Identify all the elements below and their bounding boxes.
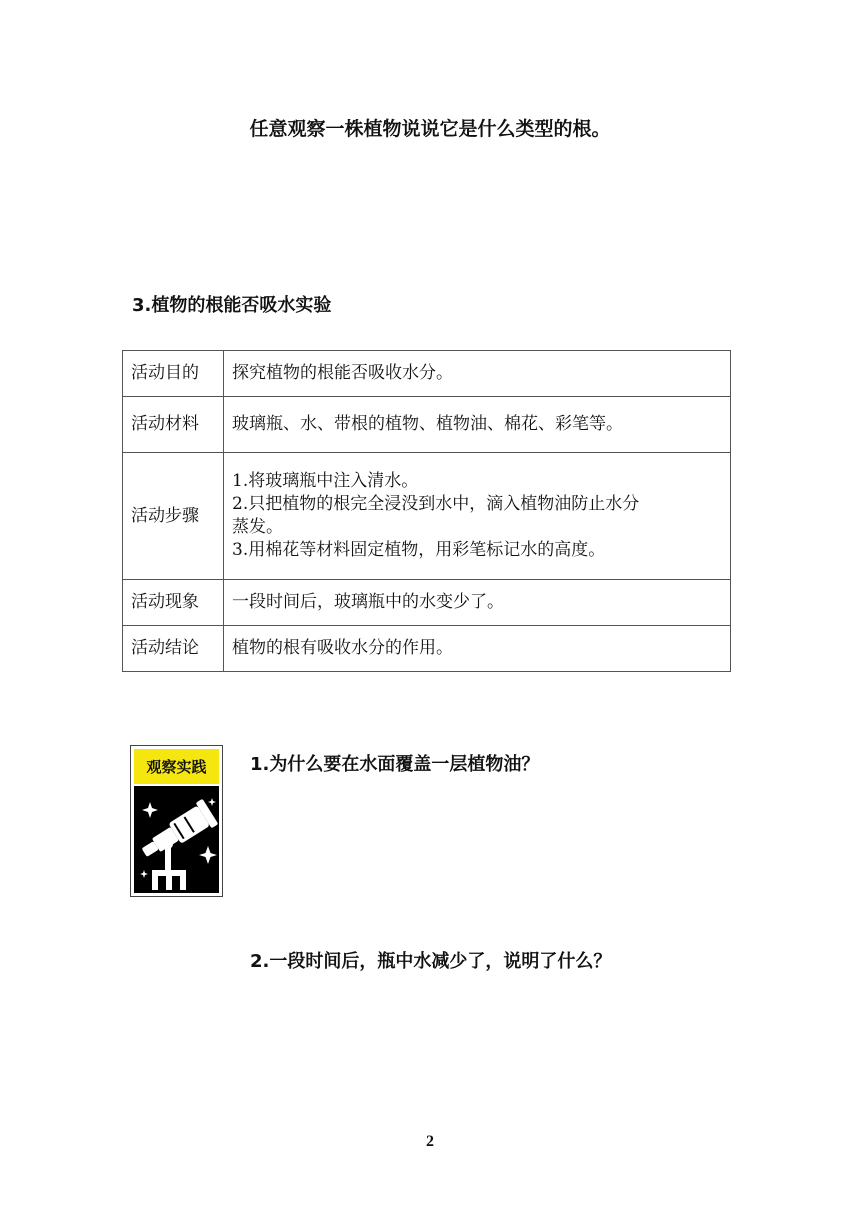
section-title: 3.植物的根能否吸水实验	[132, 295, 332, 316]
row-label-steps: 活动步骤	[123, 453, 224, 580]
observation-prompt: 任意观察一株植物说说它是什么类型的根。	[249, 118, 611, 140]
question-1: 1.为什么要在水面覆盖一层植物油？	[250, 754, 540, 775]
activity-table	[122, 350, 731, 672]
observation-practice-badge	[130, 745, 223, 897]
page-number: 2	[426, 1133, 434, 1150]
step-line: 3.用棉花等材料固定植物，用彩笔标记水的高度。	[232, 540, 606, 560]
row-content-conclusion: 植物的根有吸收水分的作用。	[224, 626, 731, 672]
badge-title: 观察实践	[134, 749, 219, 784]
step-line: 1.将玻璃瓶中注入清水。	[232, 471, 419, 491]
row-label-purpose: 活动目的	[123, 351, 224, 397]
table-row	[123, 453, 731, 580]
table-row	[123, 397, 731, 453]
table-row	[123, 351, 731, 397]
row-content-steps	[224, 453, 731, 580]
step-line: 2.只把植物的根完全浸没到水中，滴入植物油防止水分	[232, 494, 640, 514]
step-line: 蒸发。	[232, 517, 283, 537]
row-content-materials: 玻璃瓶、水、带根的植物、植物油、棉花、彩笔等。	[224, 397, 731, 453]
question-2: 2.一段时间后，瓶中水减少了，说明了什么？	[250, 951, 612, 972]
row-label-conclusion: 活动结论	[123, 626, 224, 672]
row-content-phenomenon: 一段时间后，玻璃瓶中的水变少了。	[224, 580, 731, 626]
row-content-purpose: 探究植物的根能否吸收水分。	[224, 351, 731, 397]
row-label-phenomenon: 活动现象	[123, 580, 224, 626]
table-row	[123, 626, 731, 672]
row-label-materials: 活动材料	[123, 397, 224, 453]
table-row	[123, 580, 731, 626]
telescope-icon	[134, 786, 219, 893]
